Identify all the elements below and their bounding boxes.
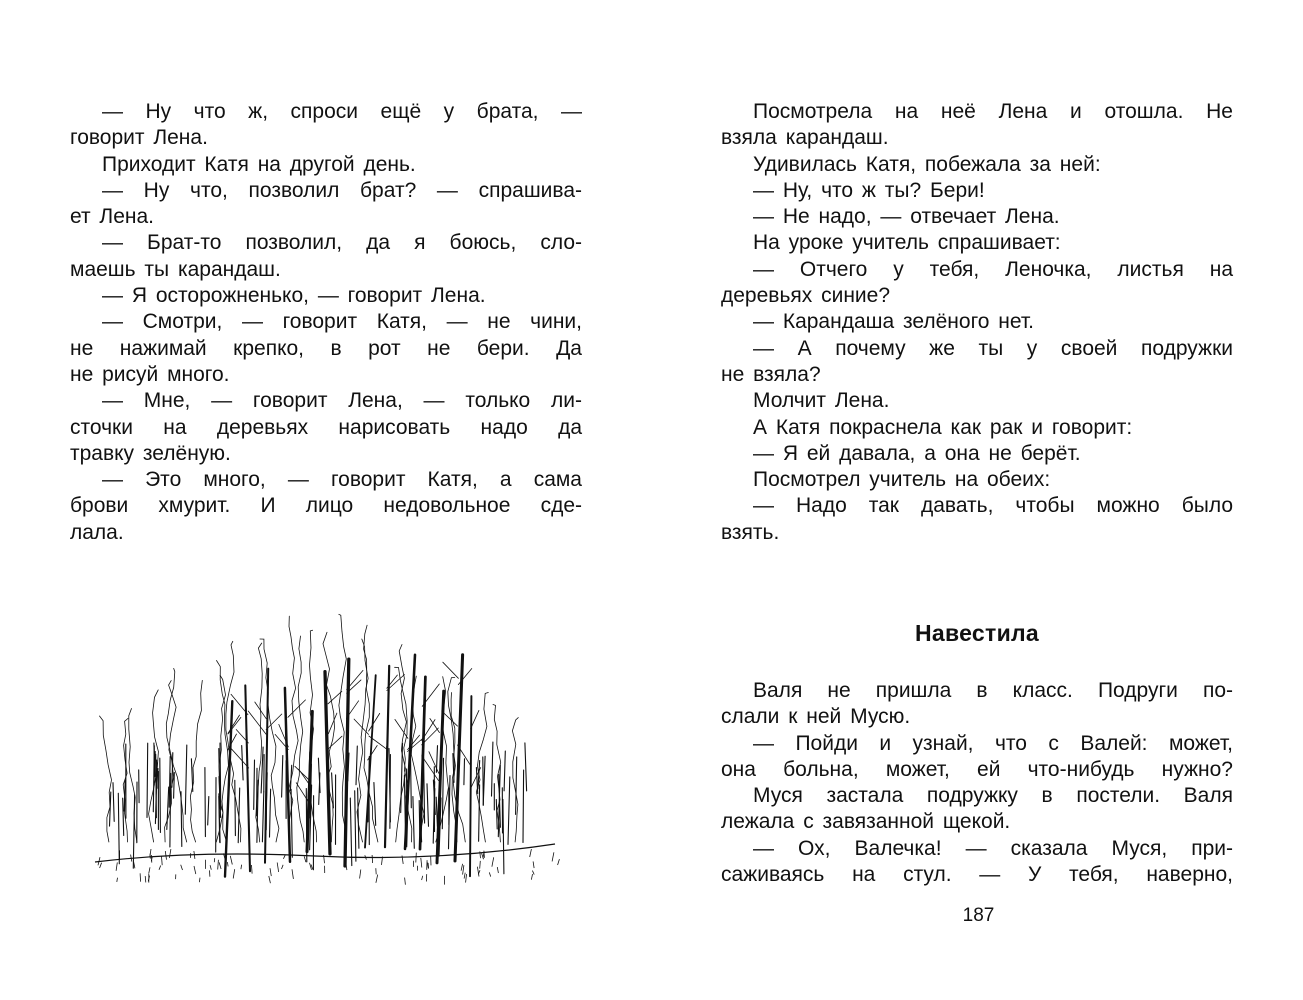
hatch-stroke bbox=[133, 795, 134, 868]
text-line: лежала с завязанной щекой. bbox=[721, 810, 1011, 834]
tree-branch bbox=[354, 719, 368, 734]
tree-branch bbox=[266, 714, 282, 730]
grass-stroke bbox=[292, 869, 293, 879]
tree-branch bbox=[368, 746, 378, 761]
hatch-stroke bbox=[483, 757, 484, 805]
grass-stroke bbox=[532, 871, 534, 875]
grass-stroke bbox=[497, 867, 498, 873]
right-page bbox=[651, 0, 1303, 1000]
grass-stroke bbox=[310, 863, 312, 870]
hatch-stroke bbox=[181, 792, 182, 847]
text-line: — Это много, — говорит Катя, а сама bbox=[102, 468, 582, 492]
hatch-stroke bbox=[525, 743, 527, 791]
grass-stroke bbox=[552, 852, 554, 861]
crown-stroke bbox=[288, 616, 298, 842]
text-line: саживаясь на стул. — У тебя, наверно, bbox=[721, 863, 1233, 887]
tree-trunk bbox=[385, 666, 389, 847]
grass-stroke bbox=[304, 856, 306, 862]
tree-branch bbox=[288, 700, 306, 717]
text-line: — Отчего у тебя, Леночка, листья на bbox=[753, 257, 1233, 281]
tree-trunk bbox=[470, 696, 471, 876]
hatch-stroke bbox=[291, 789, 292, 857]
hatch-stroke bbox=[401, 743, 403, 812]
hatch-stroke bbox=[516, 757, 517, 815]
text-line: На уроке учитель спрашивает: bbox=[753, 231, 1061, 255]
text-line: А Катя покраснела как рак и говорит: bbox=[753, 415, 1133, 439]
grass-stroke bbox=[252, 865, 253, 874]
grass-stroke bbox=[219, 862, 221, 869]
text-line: — Ну, что ж ты? Бери! bbox=[753, 178, 985, 202]
tree-branch bbox=[329, 736, 342, 748]
grass-stroke bbox=[421, 858, 422, 868]
ground-line bbox=[95, 844, 555, 862]
text-line: маешь ты карандаш. bbox=[70, 257, 281, 281]
tree-branch bbox=[228, 734, 237, 750]
hatch-stroke bbox=[355, 791, 356, 861]
crown-stroke bbox=[512, 718, 518, 842]
text-line: не взяла? bbox=[721, 362, 821, 386]
left-page bbox=[0, 0, 651, 1000]
text-line: она больна, может, ей что-нибудь нужно? bbox=[721, 757, 1233, 781]
tree-branch bbox=[443, 662, 459, 678]
hatch-stroke bbox=[427, 784, 429, 827]
text-line: — Не надо, — отвечает Лена. bbox=[753, 205, 1060, 229]
left-page-text bbox=[70, 99, 582, 546]
text-line: — Мне, — говорит Лена, — только ли- bbox=[102, 389, 582, 413]
grass-stroke bbox=[405, 878, 406, 885]
grass-stroke bbox=[376, 875, 378, 883]
hatch-stroke bbox=[290, 765, 291, 790]
tree-branch bbox=[328, 713, 337, 734]
grass-stroke bbox=[140, 873, 141, 881]
grass-stroke bbox=[489, 872, 490, 876]
hatch-stroke bbox=[208, 797, 209, 826]
grass-stroke bbox=[372, 855, 373, 863]
text-line: брови хмурит. И лицо недовольное сде- bbox=[70, 494, 582, 518]
hatch-stroke bbox=[262, 792, 263, 842]
text-line: Посмотрел учитель на обеих: bbox=[753, 468, 1051, 492]
grass-stroke bbox=[100, 863, 102, 868]
tree-trunk bbox=[345, 659, 349, 866]
grass-stroke bbox=[483, 853, 484, 859]
grass-stroke bbox=[199, 878, 200, 883]
hatch-stroke bbox=[496, 800, 497, 830]
crown-stroke bbox=[166, 668, 186, 842]
text-line: не нажимай крепко, в рот не бери. Да bbox=[70, 336, 582, 360]
grass-stroke bbox=[480, 861, 481, 869]
text-line: деревьях синие? bbox=[721, 284, 891, 308]
hatch-stroke bbox=[235, 780, 236, 835]
crown-stroke bbox=[364, 625, 378, 842]
grass-stroke bbox=[233, 869, 235, 878]
hatch-stroke bbox=[356, 746, 357, 785]
grass-stroke bbox=[533, 861, 534, 868]
text-line: Посмотрела на неё Лена и отошла. Не bbox=[753, 100, 1233, 123]
grass-stroke bbox=[269, 876, 271, 883]
hatch-stroke bbox=[479, 785, 480, 842]
hatch-stroke bbox=[238, 788, 240, 843]
text-line: Валя не пришла в класс. Подруги по- bbox=[753, 679, 1233, 702]
text-line: сточки на деревьях нарисовать надо да bbox=[70, 415, 582, 439]
tree-trunk bbox=[245, 685, 250, 871]
grass-stroke bbox=[477, 867, 479, 877]
grass-stroke bbox=[466, 874, 467, 883]
hatch-stroke bbox=[118, 793, 119, 864]
tree-branch bbox=[228, 717, 241, 734]
hatch-stroke bbox=[113, 783, 114, 822]
grass-stroke bbox=[558, 859, 560, 865]
hatch-stroke bbox=[205, 768, 206, 837]
grass-stroke bbox=[282, 865, 284, 869]
hatch-stroke bbox=[242, 746, 243, 780]
grass-stroke bbox=[530, 849, 532, 857]
hatch-stroke bbox=[270, 789, 271, 837]
hatch-stroke bbox=[508, 777, 510, 845]
grass-stroke bbox=[145, 876, 146, 882]
story-text bbox=[721, 678, 1233, 888]
grass-stroke bbox=[422, 876, 423, 880]
text-line: — Брат-то позволил, да я боюсь, сло- bbox=[102, 231, 582, 255]
tree-trunk bbox=[265, 669, 268, 863]
hatch-stroke bbox=[374, 783, 376, 826]
text-line: Приходит Катя на другой день. bbox=[102, 152, 416, 176]
grass-stroke bbox=[277, 863, 278, 873]
hatch-stroke bbox=[174, 773, 175, 799]
grass-stroke bbox=[162, 856, 163, 865]
text-line: Молчит Лена. bbox=[753, 389, 890, 413]
grass-stroke bbox=[159, 866, 161, 870]
hatch-stroke bbox=[185, 745, 187, 814]
grass-stroke bbox=[194, 851, 195, 859]
text-line: — Надо так давать, чтобы можно было bbox=[753, 494, 1233, 518]
text-line: ет Лена. bbox=[70, 205, 155, 229]
text-line: — Я осторожненько, — говорит Лена. bbox=[102, 284, 486, 308]
grass-stroke bbox=[241, 865, 242, 870]
grass-stroke bbox=[230, 856, 232, 865]
text-line: не рисуй много. bbox=[70, 362, 230, 386]
grass-stroke bbox=[181, 865, 183, 870]
grass-stroke bbox=[492, 857, 494, 866]
text-line: — Ох, Валечка! — сказала Муся, при- bbox=[753, 836, 1233, 860]
ground-grass bbox=[95, 844, 559, 885]
hatch-stroke bbox=[413, 797, 414, 849]
text-line: — Смотри, — говорит Катя, — не чини, bbox=[102, 310, 582, 334]
grass-stroke bbox=[416, 853, 417, 863]
grass-stroke bbox=[270, 868, 271, 876]
grass-stroke bbox=[227, 862, 228, 866]
grass-stroke bbox=[461, 864, 463, 871]
text-line: Удивилась Катя, побежала за ней: bbox=[753, 152, 1101, 176]
hatch-stroke bbox=[254, 760, 255, 810]
grass-stroke bbox=[117, 878, 118, 882]
tree-branch bbox=[369, 713, 380, 731]
text-line: — Ну что, позволил брат? — спрашива- bbox=[102, 178, 582, 202]
grass-stroke bbox=[218, 860, 219, 870]
grass-stroke bbox=[464, 873, 465, 879]
page-number: 187 bbox=[962, 905, 995, 926]
text-line: Муся застала подружку в постели. Валя bbox=[753, 784, 1233, 808]
hatch-stroke bbox=[503, 799, 504, 873]
grass-stroke bbox=[169, 849, 171, 858]
text-line: взяла карандаш. bbox=[721, 126, 889, 150]
hatch-stroke bbox=[504, 751, 505, 791]
story-heading: Навестила bbox=[914, 620, 1040, 646]
text-line: — А почему же ты у своей подружки bbox=[753, 336, 1233, 360]
hatch-stroke bbox=[492, 742, 493, 796]
hatch-stroke bbox=[464, 759, 465, 785]
text-line: — Ну что ж, спроси ещё у брата, — bbox=[102, 100, 582, 123]
text-line: слали к ней Мусю. bbox=[721, 705, 911, 729]
hatch-stroke bbox=[160, 758, 161, 832]
hatch-stroke bbox=[350, 798, 352, 866]
text-line: лала. bbox=[70, 520, 124, 544]
text-line: говорит Лена. bbox=[70, 126, 208, 150]
grass-stroke bbox=[194, 866, 196, 874]
text-line: — Карандаша зелёного нет. bbox=[753, 310, 1034, 334]
text-line: — Я ей давала, а она не берёт. bbox=[753, 441, 1081, 465]
grass-stroke bbox=[116, 862, 117, 870]
hatch-stroke bbox=[123, 798, 124, 835]
crown-stroke bbox=[129, 709, 137, 843]
tree-trunk bbox=[455, 655, 463, 861]
tree-trunk bbox=[365, 675, 376, 847]
hatch-stroke bbox=[442, 758, 443, 828]
crown-stroke bbox=[190, 680, 202, 842]
grass-stroke bbox=[531, 874, 532, 880]
tree-trunk bbox=[325, 672, 330, 854]
grass-stroke bbox=[210, 865, 211, 870]
text-line: — Пойди и узнай, что с Валей: может, bbox=[753, 731, 1233, 755]
grass-stroke bbox=[360, 870, 361, 879]
hatch-stroke bbox=[167, 787, 169, 829]
tree-trunks bbox=[225, 655, 481, 877]
text-line: взять. bbox=[721, 520, 780, 544]
hatch-stroke bbox=[282, 756, 283, 798]
hatch-stroke bbox=[358, 788, 359, 848]
text-line: травку зелёную. bbox=[70, 441, 231, 465]
tree-crowns bbox=[100, 614, 527, 874]
right-page-text bbox=[721, 99, 1233, 546]
hatch-stroke bbox=[147, 743, 148, 817]
tree-branch bbox=[299, 769, 309, 783]
crown-stroke bbox=[476, 693, 488, 843]
hatch-stroke bbox=[523, 770, 524, 842]
hatch-stroke bbox=[191, 759, 192, 792]
forest-trees-illustration bbox=[75, 612, 570, 912]
hatch-stroke bbox=[449, 776, 451, 849]
grass-stroke bbox=[463, 865, 464, 874]
grass-stroke bbox=[149, 867, 150, 873]
